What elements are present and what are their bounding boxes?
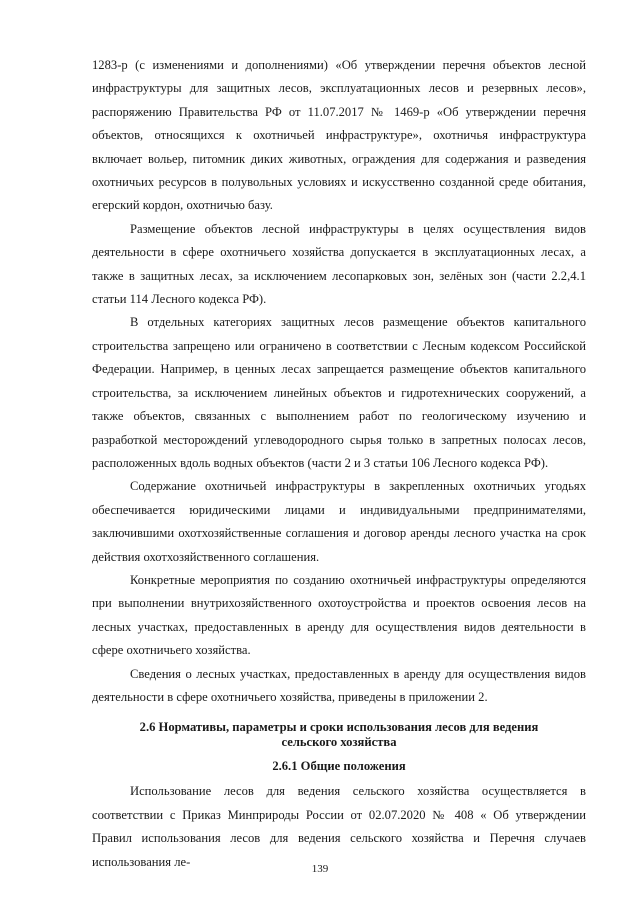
body-text-bottom	[92, 780, 586, 874]
section-heading	[92, 720, 586, 750]
paragraph: Сведения о лесных участках, предоставленных в аренду для осуществления видов деятельности в сфере охотничьего хозяйства, приведены в приложении 2.	[92, 666, 586, 704]
page-number: 139	[311, 863, 329, 875]
paragraph: В отдельных категориях защитных лесов размещение объектов капитального строительства запрещено или ограничено в соответствии с Лесным кодексом Российской Федерации. Например, в ценных лесах запрещается размещение объектов капитального строительства, за исключением линейных объектов и гидротехнических сооружений, а также объектов, связанных с выполнением работ по геологическому изучению и разработкой месторождений углеводородного сырья только в запретных полосах лесов, расположенных вдоль водных объектов (части 2 и 3 статьи 106 Лесного кодекса РФ).	[92, 315, 586, 470]
page-content	[92, 54, 586, 874]
body-text-top	[92, 54, 586, 709]
paragraph: Содержание охотничьей инфраструктуры в закрепленных охотничьих угодьях обеспечивается юридическими лицами и индивидуальными предпринимателями, заключившими охотхозяйственные соглашения и договор аренды лесного участка на срок действия охотхозяйственного соглашения.	[92, 479, 586, 564]
paragraph: Использование лесов для ведения сельского хозяйства осуществляется в соответствии с Приказ Минприроды России от 02.07.2020 № 408 « Об утверждении Правил использования лесов для ведения сельского хозяйства и Перечня случаев использования ле-	[92, 784, 586, 869]
subsection-heading: 2.6.1 Общие положения	[272, 759, 406, 774]
paragraph: Размещение объектов лесной инфраструктуры в целях осуществления видов деятельности в сфере охотничьего хозяйства допускается в эксплуатационных лесах, а также в защитных лесах, за исключением лесопарковых зон, зелёных зон (части 2.2,4.1 статьи 114 Лесного кодекса РФ).	[92, 221, 586, 307]
paragraph: Конкретные мероприятия по созданию охотничьей инфраструктуры определяются при выполнении внутрихозяйственного охотоустройства и проектов освоения лесов на лесных участках, предоставленных в аренду для осуществления видов деятельности в сфере охотничьего хозяйства.	[92, 572, 586, 658]
section-heading-line-1: 2.6 Нормативы, параметры и сроки использования лесов для ведения	[139, 720, 539, 735]
paragraph: 1283-р (с изменениями и дополнениями) «Об утверждении перечня объектов лесной инфраструктуры для защитных лесов, эксплуатационных лесов и резервных лесов», распоряжению Правительства РФ от 11.07.2017 № 1469-р «Об утверждении перечня объектов, относящихся к охотничьей инфраструктуре», охотничья инфраструктура включает вольер, питомник диких животных, ограждения для содержания и разведения охотничьих ресурсов в полувольных условиях и искусственно созданной среде обитания, егерский кордон, охотничью базу.	[92, 58, 586, 213]
section-heading-line-2: сельского хозяйства	[281, 735, 397, 750]
